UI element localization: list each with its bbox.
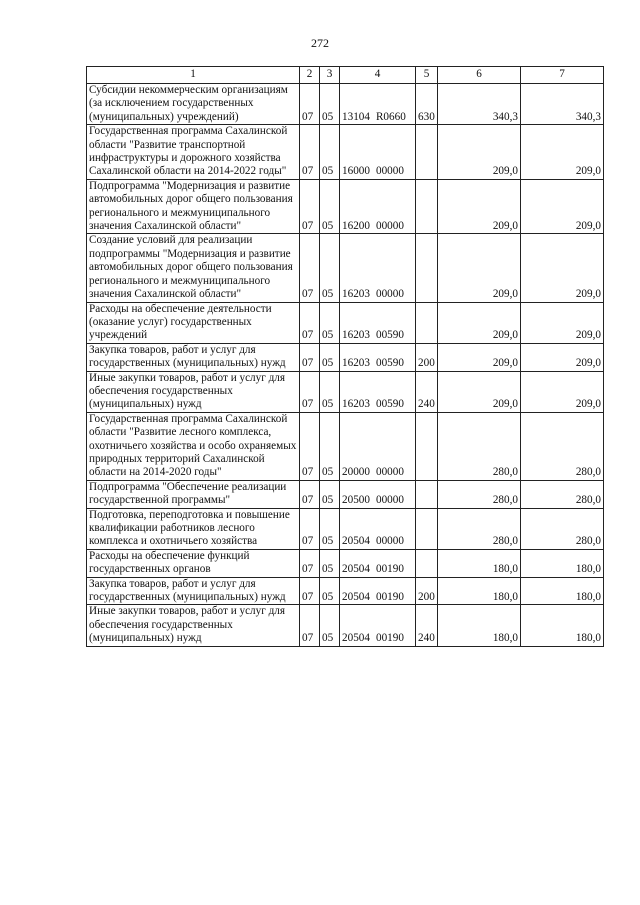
row-pr: 05 [320,371,340,412]
row-pr: 05 [320,179,340,234]
table-row [87,234,604,302]
row-csr-direction: 00190 [375,632,404,645]
table-row [87,302,604,343]
row-name: Государственная программа Сахалинской области "Развитие лесного комплекса, охотничьего хозяйства и особо охраняемых природных территорий Сахалинской области на 2014-2020 годы" [87,412,300,480]
row-csr [340,343,416,371]
row-col6: 209,0 [438,371,521,412]
row-rz: 07 [300,605,320,646]
row-csr-direction: 00590 [375,398,404,411]
row-name: Закупка товаров, работ и услуг для государственных (муниципальных) нужд [87,343,300,371]
row-rz: 07 [300,343,320,371]
row-csr-program: 20504 [342,591,370,604]
row-vr: 240 [416,605,438,646]
row-col6: 340,3 [438,84,521,125]
row-csr-direction: 00000 [375,220,404,233]
row-csr [340,84,416,125]
table-row [87,549,604,577]
row-csr [340,179,416,234]
row-name: Иные закупки товаров, работ и услуг для обеспечения государственных (муниципальных) нужд [87,605,300,646]
row-name: Подпрограмма "Обеспечение реализации государственной программы" [87,480,300,508]
row-vr [416,125,438,180]
row-vr [416,549,438,577]
row-col7: 180,0 [521,549,604,577]
row-name: Закупка товаров, работ и услуг для государственных (муниципальных) нужд [87,577,300,605]
row-rz: 07 [300,371,320,412]
row-rz: 07 [300,125,320,180]
row-pr: 05 [320,480,340,508]
row-vr [416,234,438,302]
row-name: Подготовка, переподготовка и повышение квалификации работников лесного комплекса и охотничьего хозяйства [87,508,300,549]
row-csr-direction: 00590 [375,357,404,370]
row-rz: 07 [300,302,320,343]
row-name: Создание условий для реализации подпрограммы "Модернизация и развитие автомобильных дорог общего пользования регионального и межмуниципального значения Сахалинской области" [87,234,300,302]
row-pr: 05 [320,508,340,549]
table-row [87,508,604,549]
table-row [87,125,604,180]
row-csr [340,412,416,480]
table-row [87,412,604,480]
row-rz: 07 [300,508,320,549]
row-rz: 07 [300,234,320,302]
row-pr: 05 [320,412,340,480]
row-csr-program: 16203 [342,398,370,411]
row-csr-program: 20000 [342,466,370,479]
row-vr: 240 [416,371,438,412]
table-row [87,577,604,605]
row-csr-direction: 00000 [375,165,404,178]
header-col-3: 3 [320,67,340,84]
row-col7: 180,0 [521,577,604,605]
row-rz: 07 [300,480,320,508]
row-vr [416,302,438,343]
row-col7: 280,0 [521,508,604,549]
row-col6: 180,0 [438,605,521,646]
row-vr [416,179,438,234]
row-col6: 209,0 [438,343,521,371]
row-csr-direction: 00000 [375,494,404,507]
row-csr-program: 20504 [342,632,370,645]
table-row [87,343,604,371]
row-csr-program: 16203 [342,357,370,370]
row-pr: 05 [320,343,340,371]
row-csr-direction: 00190 [375,563,404,576]
header-col-6: 6 [438,67,521,84]
row-rz: 07 [300,577,320,605]
header-col-7: 7 [521,67,604,84]
row-col6: 209,0 [438,125,521,180]
table-row [87,371,604,412]
budget-table [86,66,604,647]
row-name: Субсидии некоммерческим организациям (за исключением государственных (муниципальных) учреждений) [87,84,300,125]
row-csr-program: 16203 [342,288,370,301]
row-col6: 209,0 [438,302,521,343]
row-csr [340,577,416,605]
row-name: Расходы на обеспечение деятельности (оказание услуг) государственных учреждений [87,302,300,343]
row-col7: 280,0 [521,412,604,480]
row-vr [416,480,438,508]
row-csr-direction: 00000 [375,535,404,548]
row-pr: 05 [320,577,340,605]
row-col6: 209,0 [438,234,521,302]
row-csr-program: 20500 [342,494,370,507]
row-col6: 280,0 [438,412,521,480]
row-col7: 280,0 [521,480,604,508]
row-csr-program: 20504 [342,535,370,548]
header-col-4: 4 [340,67,416,84]
row-pr: 05 [320,549,340,577]
table-row [87,605,604,646]
row-col6: 180,0 [438,577,521,605]
row-csr-direction: 00000 [375,466,404,479]
row-csr-direction: R0660 [375,110,406,123]
row-col7: 209,0 [521,302,604,343]
row-vr: 630 [416,84,438,125]
row-csr [340,480,416,508]
row-csr [340,508,416,549]
table-header-row [87,67,604,84]
row-col6: 180,0 [438,549,521,577]
row-csr-program: 20504 [342,563,370,576]
row-rz: 07 [300,412,320,480]
table-row [87,179,604,234]
row-col7: 180,0 [521,605,604,646]
row-col6: 280,0 [438,508,521,549]
row-name: Государственная программа Сахалинской области "Развитие транспортной инфраструктуры и дорожного хозяйства Сахалинской области на 2014-2022 годы" [87,125,300,180]
row-csr-direction: 00190 [375,591,404,604]
row-name: Иные закупки товаров, работ и услуг для обеспечения государственных (муниципальных) нужд [87,371,300,412]
row-pr: 05 [320,234,340,302]
row-vr [416,412,438,480]
row-csr-program: 16000 [342,165,370,178]
row-csr [340,302,416,343]
row-name: Расходы на обеспечение функций государственных органов [87,549,300,577]
table-row [87,84,604,125]
row-name: Подпрограмма "Модернизация и развитие автомобильных дорог общего пользования регионального и межмуниципального значения Сахалинской области" [87,179,300,234]
row-csr-program: 13104 [342,110,370,123]
row-pr: 05 [320,302,340,343]
row-rz: 07 [300,84,320,125]
table-row [87,480,604,508]
row-csr [340,234,416,302]
row-rz: 07 [300,549,320,577]
row-col6: 209,0 [438,179,521,234]
row-col7: 340,3 [521,84,604,125]
row-col7: 209,0 [521,125,604,180]
header-col-5: 5 [416,67,438,84]
row-csr-program: 16203 [342,329,370,342]
row-pr: 05 [320,84,340,125]
row-rz: 07 [300,179,320,234]
row-pr: 05 [320,605,340,646]
row-col6: 280,0 [438,480,521,508]
header-col-2: 2 [300,67,320,84]
page-number: 272 [311,36,329,50]
row-csr-program: 16200 [342,220,370,233]
row-csr [340,125,416,180]
row-csr [340,605,416,646]
header-col-1: 1 [87,67,300,84]
row-vr: 200 [416,343,438,371]
row-csr-direction: 00590 [375,329,404,342]
row-col7: 209,0 [521,371,604,412]
row-pr: 05 [320,125,340,180]
row-csr [340,371,416,412]
row-csr [340,549,416,577]
row-col7: 209,0 [521,179,604,234]
row-vr: 200 [416,577,438,605]
row-col7: 209,0 [521,234,604,302]
row-col7: 209,0 [521,343,604,371]
row-vr [416,508,438,549]
row-csr-direction: 00000 [375,288,404,301]
